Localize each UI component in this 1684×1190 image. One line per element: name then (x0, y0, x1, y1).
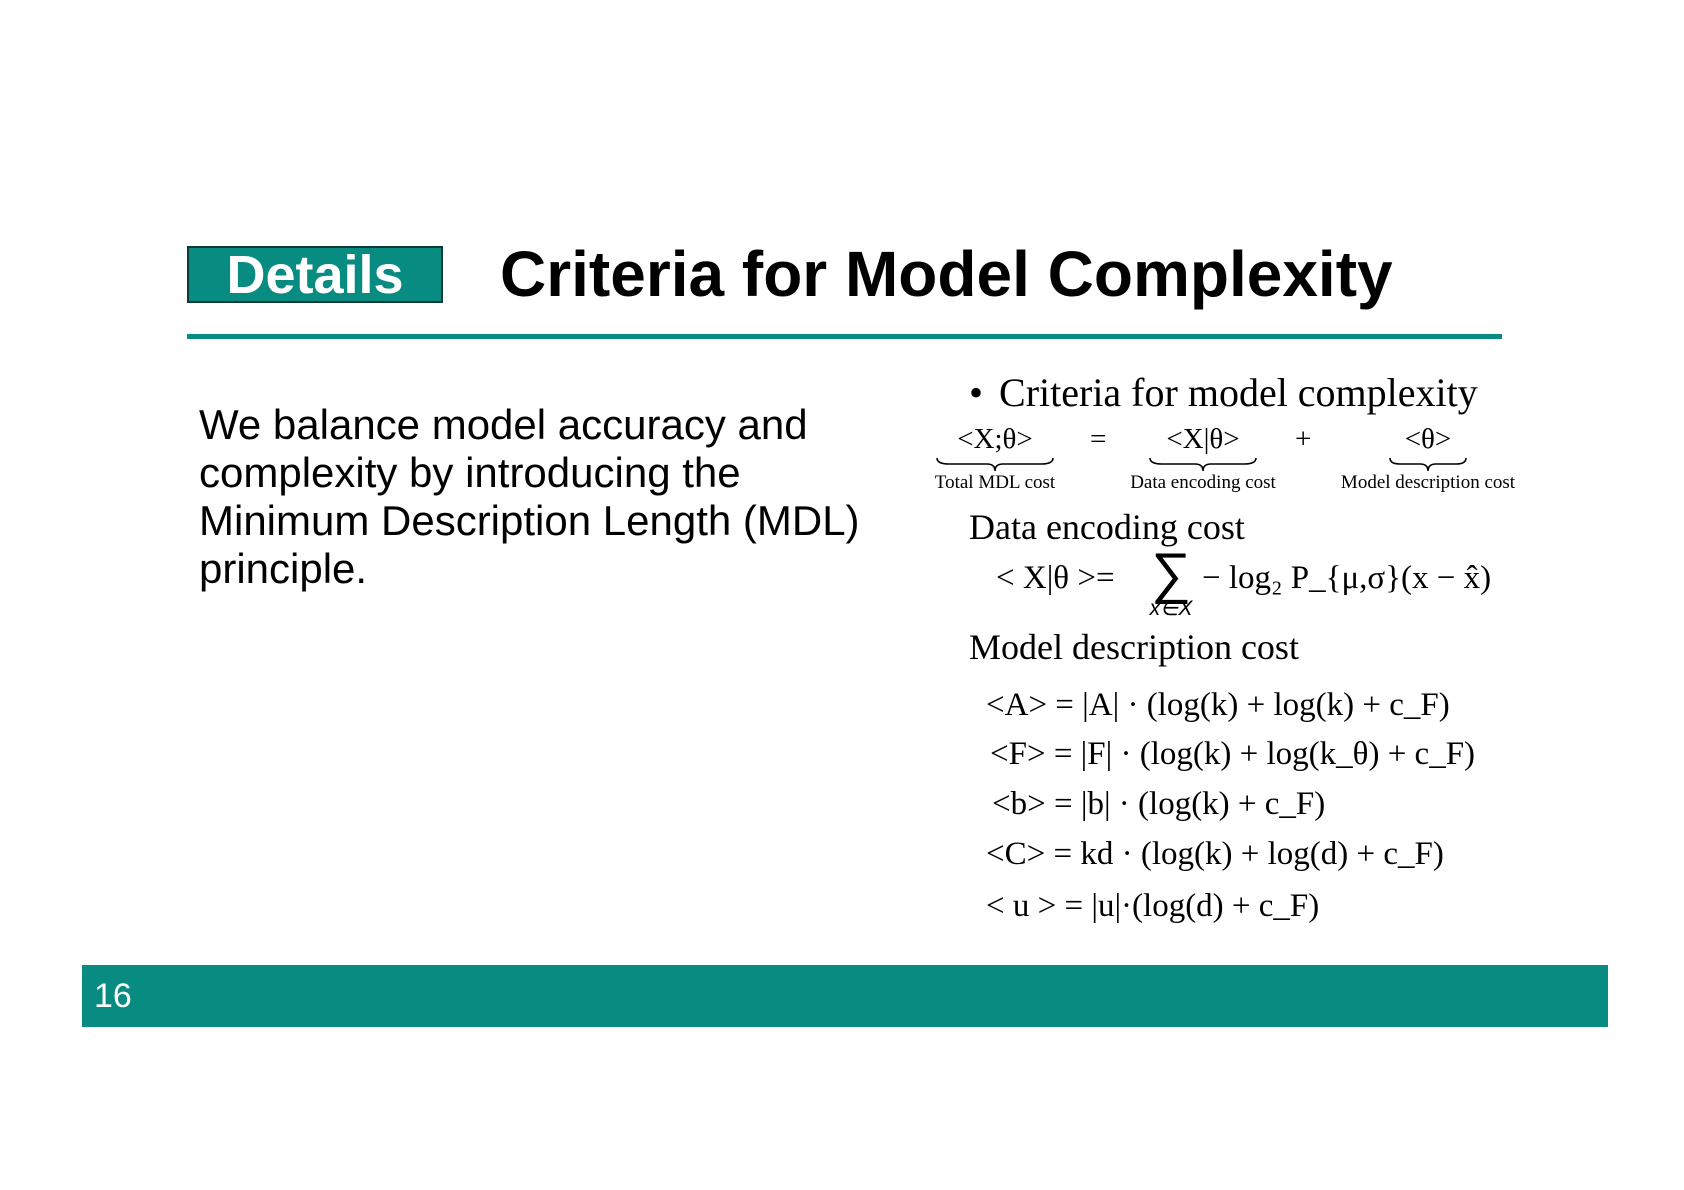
formula-u: < u > = |u|·(log(d) + c_F) (986, 888, 1320, 924)
underbrace-icon (1148, 456, 1258, 472)
equals-sign: = (1090, 423, 1107, 455)
plus-sign: + (1295, 423, 1312, 455)
total-mdl-caption: Total MDL cost (934, 472, 1056, 493)
mdl-equation (920, 422, 1540, 496)
formula-c: <C> = kd · (log(k) + log(d) + c_F) (986, 836, 1444, 872)
data-encoding-rhs: − log₂ P_{μ,σ}(x − x̂) (1202, 560, 1492, 596)
formula-b: <b> = |b| · (log(k) + c_F) (992, 786, 1326, 822)
page-number: 16 (94, 977, 132, 1015)
title-divider (187, 334, 1502, 339)
slide-title: Criteria for Model Complexity (500, 238, 1393, 310)
model-description-expr: <θ> (1404, 423, 1452, 455)
details-badge-label: Details (226, 244, 404, 305)
total-mdl-term (920, 422, 1070, 494)
bullet-item (969, 369, 1478, 417)
bullet-icon: • (969, 370, 984, 415)
body-text: We balance model accuracy and complexity by introducing the Minimum Description Length (MDL) principle. (199, 401, 860, 592)
model-description-caption: Model description cost (1340, 472, 1516, 493)
model-description-term (1313, 422, 1543, 494)
data-encoding-caption: Data encoding cost (1130, 472, 1276, 493)
formula-a: <A> = |A| · (log(k) + log(k) + c_F) (986, 687, 1450, 723)
data-encoding-heading: Data encoding cost (969, 507, 1245, 547)
bullet-text: Criteria for model complexity (999, 370, 1478, 415)
summation (1145, 541, 1197, 620)
total-mdl-expr: <X;θ> (957, 423, 1033, 455)
model-description-heading: Model description cost (969, 627, 1299, 667)
footer-bar (82, 965, 1608, 1027)
details-badge (187, 246, 443, 303)
data-encoding-term (1098, 422, 1308, 494)
formula-f: <F> = |F| · (log(k) + log(k_θ) + c_F) (990, 736, 1476, 772)
data-encoding-expr: <X|θ> (1166, 423, 1240, 455)
sum-icon: ∑ (1151, 541, 1191, 604)
sum-index: x∈X (1149, 597, 1193, 620)
underbrace-icon (1388, 456, 1468, 472)
data-encoding-lhs: < X|θ >= (996, 560, 1115, 596)
underbrace-icon (935, 456, 1055, 472)
